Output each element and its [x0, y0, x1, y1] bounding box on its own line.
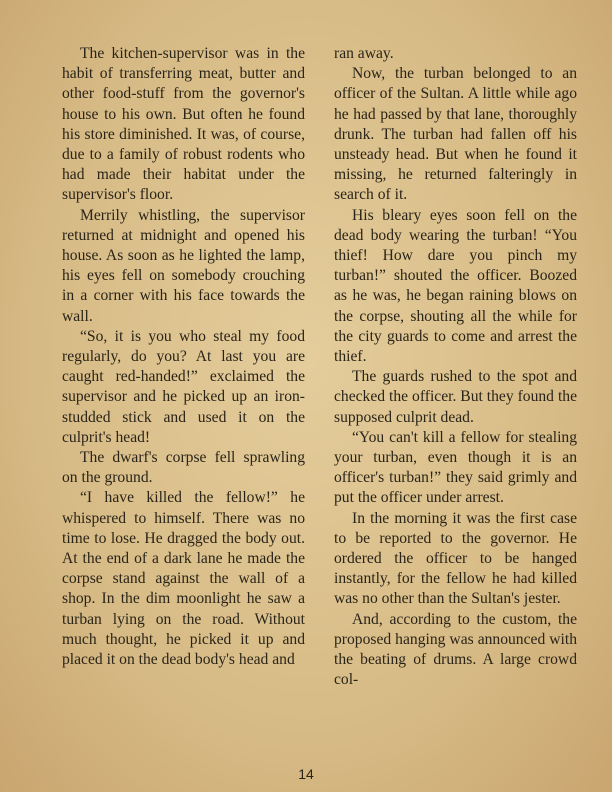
paragraph: “You can't kill a fellow for stealing your turban, even though it is an officer's turban!” they said grimly and put the officer under arrest.: [334, 428, 577, 507]
right-column: [334, 44, 577, 691]
paragraph: “I have killed the fellow!” he whispered to himself. There was no time to lose. He dragged the body out. At the end of a dark lane he made the corpse stand against the wall of a shop. In the dim moonlight he saw a turban lying on the road. Without much thought, he picked it up and placed it on the dead body's head and: [62, 489, 305, 669]
paragraph: In the morning it was the first case to be reported to the governor. He ordered the officer to be hanged instantly, for the fellow he had killed was no other than the Sultan's jester.: [334, 509, 577, 608]
paragraph: His bleary eyes soon fell on the dead body wearing the turban! “You thief! How dare you pinch my turban!” shouted the officer. Boozed as he was, he began raining blows on the corpse, shouting all the while for the city guards to come and arrest the thief.: [334, 206, 577, 366]
paragraph: Now, the turban belonged to an officer of the Sultan. A little while ago he had passed by that lane, thoroughly drunk. The turban had fallen off his unsteady head. But when he found it missing, he returned falteringly in search of it.: [334, 65, 577, 204]
paragraph: Merrily whistling, the supervisor returned at midnight and opened his house. As soon as he lighted the lamp, his eyes fell on somebody crouching in a corner with his face towards the wall.: [62, 206, 305, 325]
paragraph: The guards rushed to the spot and checked the officer. But they found the supposed culprit dead.: [334, 368, 577, 426]
page-number: 14: [298, 766, 314, 782]
paragraph: The dwarf's corpse fell sprawling on the ground.: [62, 449, 305, 487]
paragraph-continued: ran away.: [334, 45, 394, 62]
paragraph: The kitchen-supervisor was in the habit of transferring meat, butter and other food-stuff from the governor's house to his own. But often he found his store diminished. It was, of course, due to a family of robust rodents who had made their habitat under the supervisor's floor.: [62, 45, 305, 204]
paragraph: “So, it is you who steal my food regularly, do you? At last you are caught red-handed!” exclaimed the supervisor and he picked up an iron-studded stick and used it on the culprit's head!: [62, 327, 305, 446]
paragraph: And, according to the custom, the proposed hanging was announced with the beating of drums. A large crowd col-: [334, 610, 577, 689]
left-column: [62, 44, 305, 670]
